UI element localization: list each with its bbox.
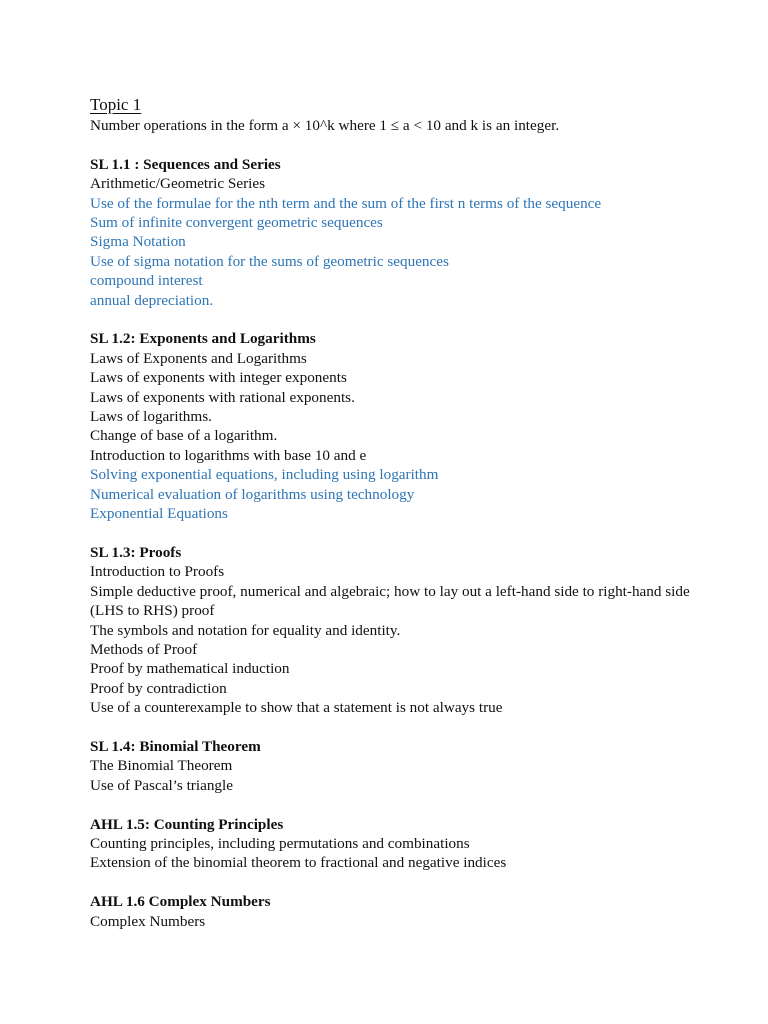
section-line: Laws of exponents with rational exponents. xyxy=(90,388,355,406)
section-binomial-theorem xyxy=(90,737,690,795)
section-line: The symbols and notation for equality and identity. xyxy=(90,621,401,639)
section-heading: AHL 1.5: Counting Principles xyxy=(90,815,284,833)
section-line: Exponential Equations xyxy=(90,505,228,523)
section-line: Arithmetic/Geometric Series xyxy=(90,175,266,193)
section-line: Proof by contradiction xyxy=(90,679,227,697)
document-page xyxy=(90,94,690,950)
section-line: Laws of logarithms. xyxy=(90,408,212,426)
section-line: Use of Pascal’s triangle xyxy=(90,776,233,794)
topic-title: Topic 1 xyxy=(90,95,142,114)
section-heading: SL 1.1 : Sequences and Series xyxy=(90,155,281,173)
section-proofs xyxy=(90,543,690,718)
section-line: Methods of Proof xyxy=(90,640,198,658)
section-line: Change of base of a logarithm. xyxy=(90,427,278,445)
section-heading: SL 1.2: Exponents and Logarithms xyxy=(90,330,316,348)
section-line: Counting principles, including permutations and combinations xyxy=(90,834,470,852)
section-sequences-series xyxy=(90,155,690,310)
section-line: The Binomial Theorem xyxy=(90,757,233,775)
section-heading: SL 1.4: Binomial Theorem xyxy=(90,737,261,755)
section-line: Use of the formulae for the nth term and the sum of the first n terms of the sequence xyxy=(90,194,602,212)
section-line: Laws of Exponents and Logarithms xyxy=(90,349,307,367)
section-line: Numerical evaluation of logarithms using technology xyxy=(90,485,415,503)
section-line: Complex Numbers xyxy=(90,912,206,930)
section-line: Use of a counterexample to show that a statement is not always true xyxy=(90,699,503,717)
section-line: Sigma Notation xyxy=(90,233,186,251)
section-line: annual depreciation. xyxy=(90,291,214,309)
section-line: compound interest xyxy=(90,272,203,290)
section-line: Extension of the binomial theorem to fractional and negative indices xyxy=(90,854,507,872)
section-line: Use of sigma notation for the sums of geometric sequences xyxy=(90,252,449,270)
section-line: Simple deductive proof, numerical and algebraic; how to lay out a left-hand side to right-hand side (LHS to RHS) proof xyxy=(90,582,690,620)
section-line: Solving exponential equations, including using logarithm xyxy=(90,466,439,484)
section-line: Sum of infinite convergent geometric sequences xyxy=(90,214,383,232)
section-heading: SL 1.3: Proofs xyxy=(90,543,182,561)
section-counting-principles xyxy=(90,815,690,873)
topic-intro: Number operations in the form a × 10^k where 1 ≤ a < 10 and k is an integer. xyxy=(90,117,560,134)
section-heading: AHL 1.6 Complex Numbers xyxy=(90,893,271,911)
section-line: Introduction to Proofs xyxy=(90,563,225,581)
section-line: Proof by mathematical induction xyxy=(90,660,290,678)
section-line: Introduction to logarithms with base 10 and e xyxy=(90,446,367,464)
section-complex-numbers xyxy=(90,892,690,931)
section-line: Laws of exponents with integer exponents xyxy=(90,369,347,387)
section-exponents-logarithms xyxy=(90,329,690,523)
